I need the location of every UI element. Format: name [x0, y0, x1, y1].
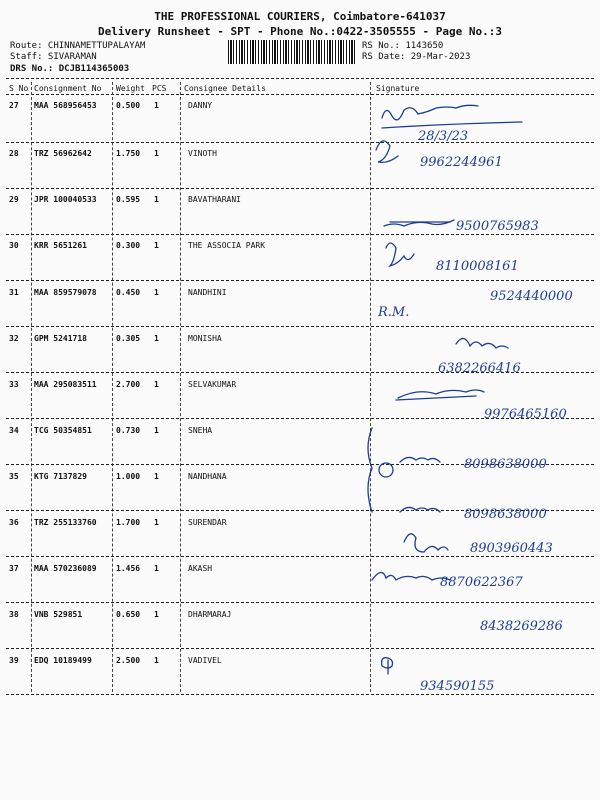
row-sno: 39 — [9, 656, 19, 665]
row-consignee: MONISHA — [188, 334, 222, 343]
signature-note: 934590155 — [420, 679, 495, 694]
row-consignee: NANDHINI — [188, 288, 227, 297]
row-weight: 0.650 — [116, 610, 141, 619]
col-header-sno: S No — [9, 84, 29, 93]
row-consignment: MAA 295083511 — [34, 380, 97, 389]
row-consignment: VNB 529851 — [34, 610, 83, 619]
row-pcs: 1 — [154, 288, 159, 297]
row-pcs: 1 — [154, 195, 159, 204]
signature-note: 8870622367 — [440, 575, 523, 590]
row-weight: 0.500 — [116, 101, 141, 110]
row-pcs: 1 — [154, 380, 159, 389]
row-consignment: KTG 7137829 — [34, 472, 87, 481]
staff-label: Staff: SIVARAMAN — [10, 52, 97, 62]
row-pcs: 1 — [154, 101, 159, 110]
row-consignee: SNEHA — [188, 426, 213, 435]
row-sno: 34 — [9, 426, 19, 435]
row-consignment: MAA 859579078 — [34, 288, 97, 297]
row-weight: 0.450 — [116, 288, 141, 297]
row-consignee: NANDHANA — [188, 472, 227, 481]
row-weight: 0.305 — [116, 334, 141, 343]
signature-note: R.M. — [378, 305, 410, 320]
row-consignment: MAA 570236089 — [34, 564, 97, 573]
row-weight: 1.750 — [116, 149, 141, 158]
signature-note: 9500765983 — [456, 219, 539, 234]
row-pcs: 1 — [154, 426, 159, 435]
row-pcs: 1 — [154, 610, 159, 619]
rs-number: RS No.: 1143650 — [362, 41, 444, 51]
col-header-consignment: Consignment No — [34, 84, 102, 93]
row-consignee: AKASH — [188, 564, 213, 573]
rs-date: RS Date: 29-Mar-2023 — [362, 52, 471, 62]
signature-note: 8098638000 — [464, 507, 547, 522]
row-consignment: JPR 100040533 — [34, 195, 97, 204]
row-consignee: BAVATHARANI — [188, 195, 241, 204]
row-consignment: GPM 5241718 — [34, 334, 87, 343]
row-consignee: SELVAKUMAR — [188, 380, 237, 389]
row-consignee: SURENDAR — [188, 518, 227, 527]
row-consignment: MAA 568956453 — [34, 101, 97, 110]
signature-note: 8110008161 — [436, 259, 519, 274]
row-consignment: TCG 50354851 — [34, 426, 92, 435]
row-sno: 28 — [9, 149, 19, 158]
row-sno: 30 — [9, 241, 19, 250]
row-consignee: VADIVEL — [188, 656, 222, 665]
row-sno: 33 — [9, 380, 19, 389]
row-consignee: THE ASSOCIA PARK — [188, 241, 266, 250]
row-consignment: KRR 5651261 — [34, 241, 87, 250]
col-header-pcs: PCS — [152, 84, 167, 93]
row-consignment: EDQ 10189499 — [34, 656, 92, 665]
drs-number: DRS No.: DCJB114365003 — [10, 64, 130, 74]
row-sno: 27 — [9, 101, 19, 110]
row-sno: 31 — [9, 288, 19, 297]
row-consignee: VINOTH — [188, 149, 217, 158]
col-header-signature: Signature — [376, 84, 420, 93]
row-weight: 1.456 — [116, 564, 141, 573]
row-sno: 36 — [9, 518, 19, 527]
signature-note: 8098638000 — [464, 457, 547, 472]
row-pcs: 1 — [154, 241, 159, 250]
route-label: Route: CHINNAMETTUPALAYAM — [10, 41, 146, 51]
row-sno: 38 — [9, 610, 19, 619]
row-pcs: 1 — [154, 149, 159, 158]
row-sno: 37 — [9, 564, 19, 573]
row-sno: 29 — [9, 195, 19, 204]
row-pcs: 1 — [154, 518, 159, 527]
signature-note: 6382266416 — [438, 361, 521, 376]
runsheet-subtitle: Delivery Runsheet - SPT - Phone No.:0422-3505555 - Page No.:3 — [98, 25, 502, 38]
row-sno: 35 — [9, 472, 19, 481]
row-consignee: DHARMARAJ — [188, 610, 232, 619]
signature-note: 8903960443 — [470, 541, 553, 556]
row-consignee: DANNY — [188, 101, 213, 110]
company-title: THE PROFESSIONAL COURIERS, Coimbatore-641037 — [154, 10, 446, 23]
signature-note: 9976465160 — [484, 407, 567, 422]
col-header-consignee: Consignee Details — [184, 84, 266, 93]
row-pcs: 1 — [154, 334, 159, 343]
row-weight: 2.500 — [116, 656, 141, 665]
row-pcs: 1 — [154, 564, 159, 573]
row-weight: 1.700 — [116, 518, 141, 527]
row-sno: 32 — [9, 334, 19, 343]
row-weight: 0.595 — [116, 195, 141, 204]
signature-note: 9524440000 — [490, 289, 573, 304]
row-pcs: 1 — [154, 656, 159, 665]
row-weight: 0.300 — [116, 241, 141, 250]
col-header-weight: Weight — [116, 84, 145, 93]
signature-note: 9962244961 — [420, 155, 503, 170]
signature-note: 28/3/23 — [418, 129, 469, 144]
signature-note: 8438269286 — [480, 619, 563, 634]
row-consignment: TRZ 255133760 — [34, 518, 97, 527]
row-pcs: 1 — [154, 472, 159, 481]
row-weight: 2.700 — [116, 380, 141, 389]
row-consignment: TRZ 56962642 — [34, 149, 92, 158]
row-weight: 0.730 — [116, 426, 141, 435]
row-weight: 1.000 — [116, 472, 141, 481]
